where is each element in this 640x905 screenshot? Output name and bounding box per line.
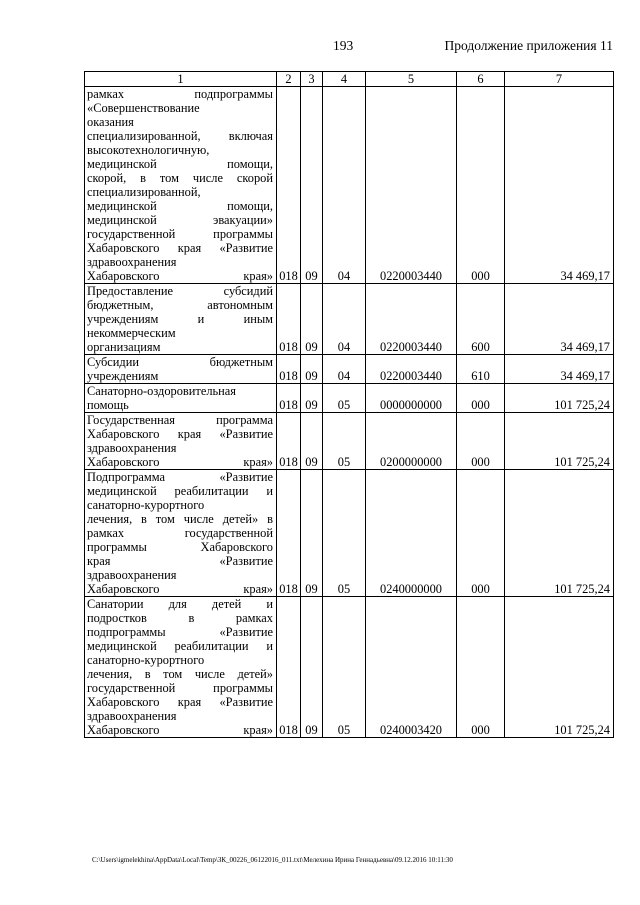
description-line: медицинской помощи, <box>87 199 273 213</box>
description-line: Государственная программа <box>87 413 273 427</box>
column-header: 2 <box>277 72 301 87</box>
description-line: здравоохранения <box>87 709 177 723</box>
description-line: здравоохранения <box>87 441 177 455</box>
ministry-code-cell: 018 <box>277 284 301 355</box>
subsection-code-cell: 05 <box>323 413 366 470</box>
row-description <box>85 355 277 384</box>
description-line: учреждениям и иным <box>87 312 273 326</box>
row-description <box>85 284 277 355</box>
description-line: подпрограммы «Развитие <box>87 625 273 639</box>
ministry-code-cell: 018 <box>277 413 301 470</box>
amount-cell: 34 469,17 <box>505 87 614 284</box>
description-line: бюджетным, автономным <box>87 298 273 312</box>
description-line: подростков в рамках <box>87 611 273 625</box>
description-line: медицинской реабилитации и <box>87 639 273 653</box>
table-row <box>85 470 614 597</box>
footer-file-path: C:\Users\igmelekhina\AppData\Local\Temp\ЗК_00226_06122016_011.txt\Мелехина Ирина Геннадьевна\09.12.2016 10:11:30 <box>92 856 453 864</box>
table-body <box>85 87 614 738</box>
ministry-code-cell: 018 <box>277 355 301 384</box>
column-header: 3 <box>301 72 323 87</box>
description-line: «Совершенствование <box>87 101 200 115</box>
column-header: 5 <box>366 72 457 87</box>
subsection-code-cell: 04 <box>323 284 366 355</box>
column-header: 7 <box>505 72 614 87</box>
table-row <box>85 384 614 413</box>
description-line: государственной программы <box>87 681 273 695</box>
row-description <box>85 470 277 597</box>
ministry-code-cell: 018 <box>277 384 301 413</box>
table-header-row <box>85 72 614 87</box>
subsection-code-cell: 04 <box>323 355 366 384</box>
amount-cell: 101 725,24 <box>505 597 614 738</box>
row-description <box>85 384 277 413</box>
table-row <box>85 284 614 355</box>
description-line: Подпрограмма «Развитие <box>87 470 273 484</box>
column-header: 4 <box>323 72 366 87</box>
description-line: Санатории для детей и <box>87 597 273 611</box>
description-line: некоммерческим <box>87 326 176 340</box>
description-line: организациям <box>87 340 161 354</box>
description-line: учреждениям <box>87 369 159 383</box>
description-line: Санаторно-оздоровительная <box>87 384 236 398</box>
row-description <box>85 87 277 284</box>
section-code-cell: 09 <box>301 284 323 355</box>
description-line: государственной программы <box>87 227 273 241</box>
amount-cell: 101 725,24 <box>505 470 614 597</box>
budget-table <box>84 71 614 738</box>
ministry-code-cell: 018 <box>277 87 301 284</box>
description-line: программы Хабаровского <box>87 540 273 554</box>
description-line: медицинской помощи, <box>87 157 273 171</box>
target-article-code-cell: 0000000000 <box>366 384 457 413</box>
description-line: Хабаровского края» <box>87 723 273 737</box>
description-line: санаторно-курортного <box>87 498 205 512</box>
table-row <box>85 597 614 738</box>
description-line: лечения, в том числе детей» <box>87 667 273 681</box>
description-line: здравоохранения <box>87 568 177 582</box>
amount-cell: 34 469,17 <box>505 355 614 384</box>
amount-cell: 101 725,24 <box>505 384 614 413</box>
row-description <box>85 597 277 738</box>
subsection-code-cell: 05 <box>323 384 366 413</box>
section-code-cell: 09 <box>301 87 323 284</box>
section-code-cell: 09 <box>301 597 323 738</box>
column-header: 6 <box>457 72 505 87</box>
amount-cell: 101 725,24 <box>505 413 614 470</box>
description-line: Хабаровского края» <box>87 455 273 469</box>
description-line: высокотехнологичную, <box>87 143 210 157</box>
amount-cell: 34 469,17 <box>505 284 614 355</box>
description-line: специализированной, включая <box>87 129 273 143</box>
description-line: помощь <box>87 398 129 412</box>
description-line: санаторно-курортного <box>87 653 205 667</box>
expense-type-code-cell: 610 <box>457 355 505 384</box>
expense-type-code-cell: 600 <box>457 284 505 355</box>
expense-type-code-cell: 000 <box>457 384 505 413</box>
section-code-cell: 09 <box>301 355 323 384</box>
target-article-code-cell: 0220003440 <box>366 87 457 284</box>
ministry-code-cell: 018 <box>277 597 301 738</box>
subsection-code-cell: 05 <box>323 470 366 597</box>
description-line: здравоохранения <box>87 255 177 269</box>
description-line: Предоставление субсидий <box>87 284 273 298</box>
description-line: рамках подпрограммы <box>87 87 273 101</box>
description-line: медицинской эвакуации» <box>87 213 273 227</box>
target-article-code-cell: 0220003440 <box>366 355 457 384</box>
target-article-code-cell: 0240000000 <box>366 470 457 597</box>
row-description <box>85 413 277 470</box>
expense-type-code-cell: 000 <box>457 597 505 738</box>
section-code-cell: 09 <box>301 384 323 413</box>
subsection-code-cell: 05 <box>323 597 366 738</box>
table-row <box>85 355 614 384</box>
target-article-code-cell: 0240003420 <box>366 597 457 738</box>
section-code-cell: 09 <box>301 413 323 470</box>
page-number: 193 <box>333 38 354 53</box>
target-article-code-cell: 0220003440 <box>366 284 457 355</box>
column-header: 1 <box>85 72 277 87</box>
description-line: Хабаровского края «Развитие <box>87 241 273 255</box>
expense-type-code-cell: 000 <box>457 470 505 597</box>
description-line: Субсидии бюджетным <box>87 355 273 369</box>
description-line: края «Развитие <box>87 554 273 568</box>
description-line: Хабаровского края «Развитие <box>87 427 273 441</box>
description-line: специализированной, <box>87 185 201 199</box>
description-line: рамках государственной <box>87 526 273 540</box>
description-line: медицинской реабилитации и <box>87 484 273 498</box>
ministry-code-cell: 018 <box>277 470 301 597</box>
target-article-code-cell: 0200000000 <box>366 413 457 470</box>
subsection-code-cell: 04 <box>323 87 366 284</box>
continuation-label: Продолжение приложения 11 <box>444 38 613 53</box>
expense-type-code-cell: 000 <box>457 87 505 284</box>
description-line: лечения, в том числе детей» в <box>87 512 273 526</box>
description-line: Хабаровского края» <box>87 269 273 283</box>
table-row <box>85 413 614 470</box>
expense-type-code-cell: 000 <box>457 413 505 470</box>
description-line: Хабаровского края «Развитие <box>87 695 273 709</box>
table-row <box>85 87 614 284</box>
description-line: Хабаровского края» <box>87 582 273 596</box>
description-line: скорой, в том числе скорой <box>87 171 273 185</box>
section-code-cell: 09 <box>301 470 323 597</box>
description-line: оказания <box>87 115 134 129</box>
